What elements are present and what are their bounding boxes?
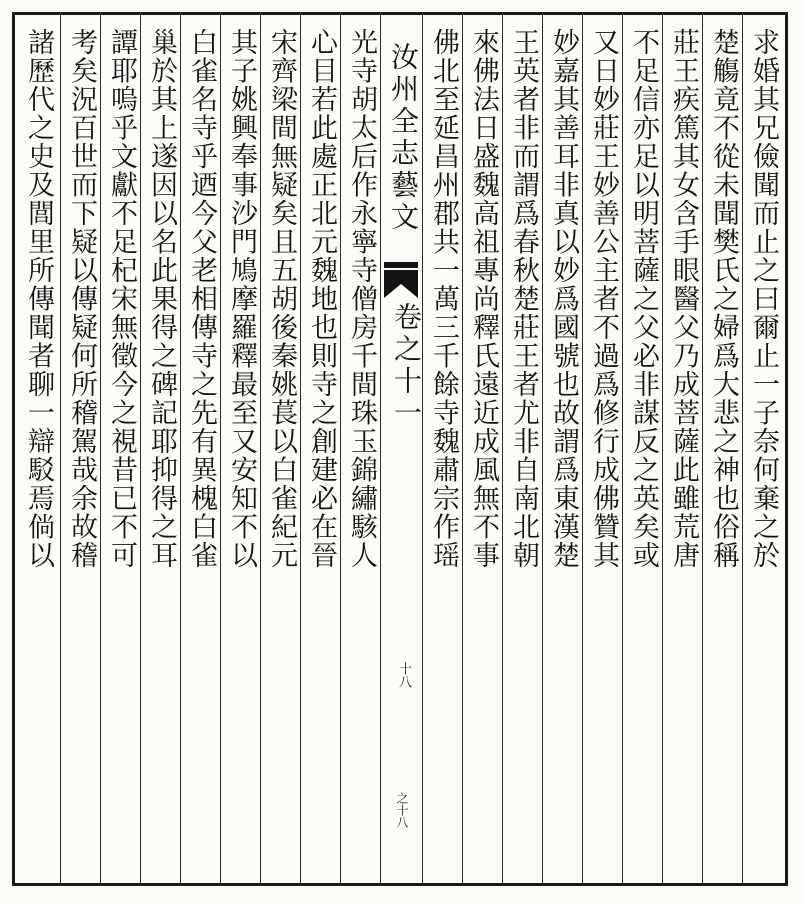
text-column-8: 來佛法日盛魏高祖專尚釋氏遠近成風無不事 <box>468 28 499 570</box>
column-rule <box>622 12 623 886</box>
column-rule <box>702 12 703 886</box>
column-rule <box>100 12 101 886</box>
text-column-14: 白雀名寺乎迺今父老相傳寺之先有異槐白雀 <box>186 28 217 570</box>
column-rule <box>300 12 301 886</box>
text-column-13: 其子姚興奉事沙門鳩摩羅釋最至又安知不以 <box>226 28 257 570</box>
text-column-1: 求婚其兄儉聞而止之曰爾止一子奈何棄之於 <box>748 28 779 570</box>
page-stamp: 之十八 <box>395 792 409 828</box>
section-name: 藝文 <box>387 170 420 234</box>
text-column-16: 譚耶嗚乎文獻不足杞宋無徵今之視昔已不可 <box>106 28 137 570</box>
column-rule <box>180 12 181 886</box>
text-column-10: 光寺胡太后作永寧寺僧房千間珠玉錦繡駭人 <box>346 28 377 570</box>
center-band <box>380 12 422 886</box>
column-rule <box>662 12 663 886</box>
column-rule <box>462 12 463 886</box>
column-rule <box>340 12 341 886</box>
column-rule <box>742 12 743 886</box>
column-rule <box>140 12 141 886</box>
text-column-7: 王英者非而謂爲春秋楚莊王者尤非自南北朝 <box>508 28 539 570</box>
text-column-2: 楚觴竟不從未聞樊氏之婦爲大悲之神也俗稱 <box>708 28 739 570</box>
book-title-text: 汝州全志 <box>387 42 420 170</box>
column-rule <box>502 12 503 886</box>
column-rule <box>542 12 543 886</box>
text-column-3: 莊王疾篤其女含手眼醫父乃成菩薩此雖荒唐 <box>668 28 699 570</box>
text-column-5: 又日妙莊王妙善公主者不過爲修行成佛贊其 <box>588 28 619 570</box>
text-column-17: 考矣況百世而下疑以傳疑何所稽駕哉余故稽 <box>66 28 97 570</box>
text-column-6: 妙嘉其善耳非真以妙爲國號也故謂爲東漢楚 <box>548 28 579 570</box>
column-rule <box>582 12 583 886</box>
text-column-18: 諸歷代之史及閭里所傳聞者聊一辯駁焉倘以 <box>23 28 54 570</box>
volume-label: 卷之十一 <box>390 302 423 430</box>
text-column-11: 心目若此處正北元魏地也則寺之創建必在晉 <box>306 28 337 570</box>
text-column-9: 佛北至延昌州郡共一萬三千餘寺魏肅宗作瑶 <box>428 28 459 570</box>
text-column-15: 巢於其上遂因以名此果得之碑記耶抑得之耳 <box>146 28 177 570</box>
page-number: 十八 <box>396 662 411 688</box>
column-rule <box>220 12 221 886</box>
column-rule <box>60 12 61 886</box>
fishtail-mark-icon <box>384 262 418 298</box>
book-title <box>383 42 423 234</box>
text-column-4: 不足信亦足以明菩薩之父必非謀反之英矣或 <box>628 28 659 570</box>
text-column-12: 宋齊梁間無疑矣且五胡後秦姚萇以白雀紀元 <box>266 28 297 570</box>
column-rule <box>260 12 261 886</box>
